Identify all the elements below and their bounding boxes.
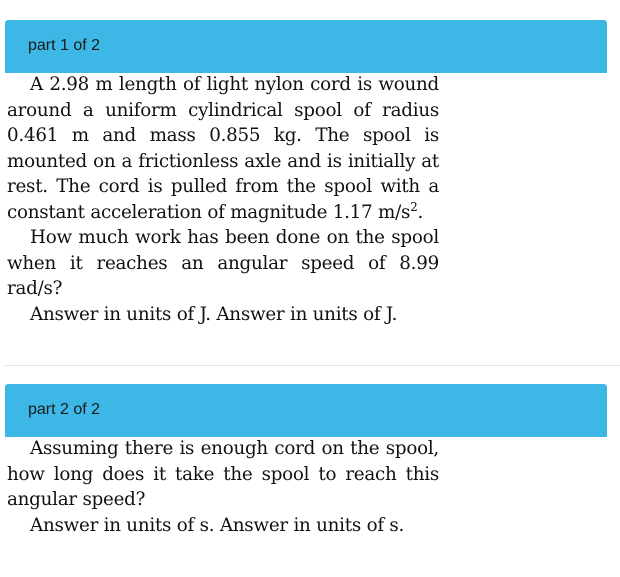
acceleration-exponent: 2 [410, 199, 418, 214]
part-divider [5, 365, 620, 366]
part-2-question-text: Assuming there is enough cord on the spool, how long does it take the spool to reach this angular speed? [7, 438, 439, 510]
problem-statement-text: A 2.98 m length of light nylon cord is wound around a uniform cylindrical spool of radius 0.461 m and mass 0.855 kg. The spool is mounted on a frictionless axle and is initially at rest. The cord is pulled from the spool with a constant acceleration of magnitude [7, 74, 439, 223]
part-2-header [5, 384, 607, 437]
part-1-question [7, 72, 439, 327]
part-2-label: part 2 of 2 [28, 401, 101, 418]
part-1-label: part 1 of 2 [28, 37, 101, 54]
part-1-answer-units: Answer in units of J. Answer in units of J. [30, 303, 398, 325]
problem-statement-end: . [417, 201, 424, 223]
part-1-problem-statement [7, 72, 439, 225]
part-2-question [7, 436, 439, 538]
acceleration-value: 1.17 m/s [332, 201, 411, 223]
part-1-header [5, 20, 607, 73]
part-2-answer-units: Answer in units of s. Answer in units of s. [30, 514, 405, 536]
part-1-question-text: How much work has been done on the spool when it reaches an angular speed of 8.99 rad/s? [7, 227, 439, 299]
